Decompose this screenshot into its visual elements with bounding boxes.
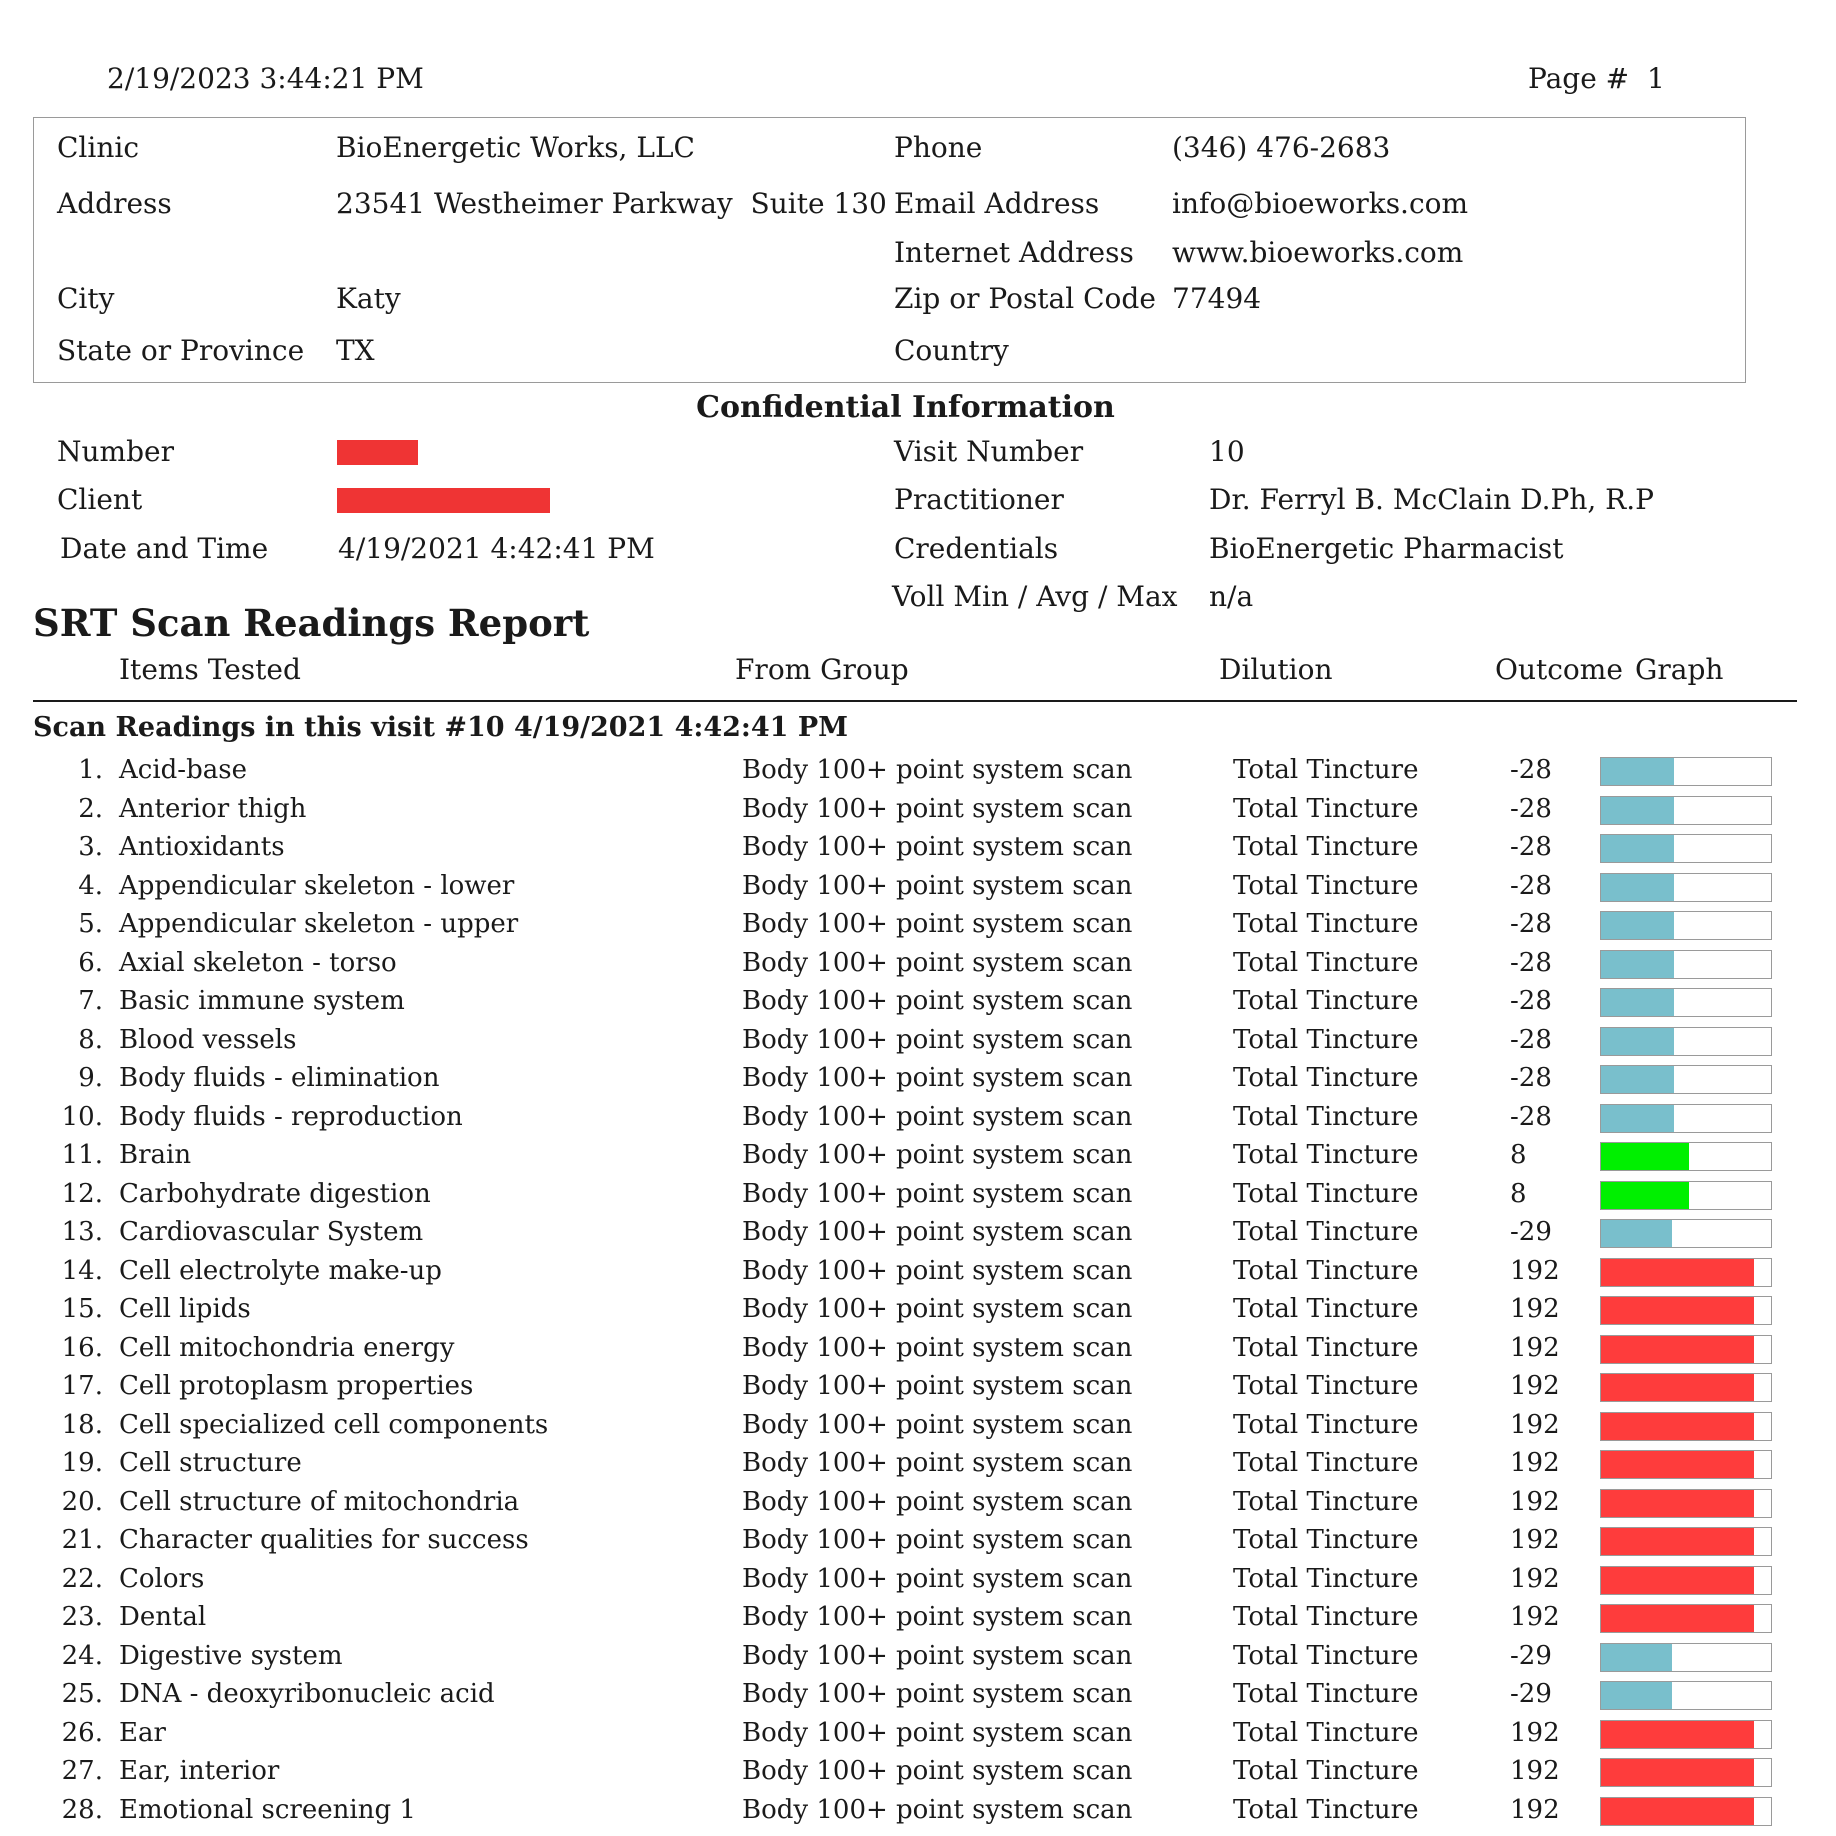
outcome-graph-fill [1601,1798,1754,1825]
row-item-tested: Cell specialized cell components [119,1410,549,1440]
row-number: 26. [61,1718,103,1748]
row-from-group: Body 100+ point system scan [742,1217,1133,1247]
outcome-graph-bar [1600,1566,1772,1595]
row-dilution: Total Tincture [1233,1410,1419,1440]
row-item-tested: Cell structure [119,1448,302,1478]
outcome-graph-bar [1600,1181,1772,1210]
row-dilution: Total Tincture [1233,1256,1419,1286]
row-outcome: -29 [1510,1679,1552,1709]
outcome-graph-bar [1600,1604,1772,1633]
row-from-group: Body 100+ point system scan [742,1063,1133,1093]
outcome-graph-fill [1601,1721,1754,1748]
outcome-graph-fill [1601,1490,1754,1517]
email-value: info@bioeworks.com [1172,187,1469,220]
row-item-tested: Ear [119,1718,166,1748]
outcome-graph-fill [1601,1028,1674,1055]
row-dilution: Total Tincture [1233,1679,1419,1709]
row-dilution: Total Tincture [1233,1371,1419,1401]
row-from-group: Body 100+ point system scan [742,1487,1133,1517]
outcome-graph-bar [1600,757,1772,786]
row-outcome: -28 [1510,909,1552,939]
row-dilution: Total Tincture [1233,1179,1419,1209]
row-dilution: Total Tincture [1233,1564,1419,1594]
row-dilution: Total Tincture [1233,755,1419,785]
row-number: 20. [61,1487,103,1517]
row-dilution: Total Tincture [1233,1063,1419,1093]
row-number: 22. [61,1564,103,1594]
row-number: 18. [61,1410,103,1440]
row-outcome: 192 [1510,1333,1560,1363]
table-row [0,1487,1836,1523]
voll-value: n/a [1209,580,1254,613]
table-row [0,1564,1836,1600]
outcome-graph-bar [1600,873,1772,902]
row-number: 19. [61,1448,103,1478]
row-outcome: 8 [1510,1140,1527,1170]
row-dilution: Total Tincture [1233,832,1419,862]
row-number: 3. [78,832,103,862]
row-from-group: Body 100+ point system scan [742,755,1133,785]
row-from-group: Body 100+ point system scan [742,1140,1133,1170]
row-item-tested: Antioxidants [119,832,285,862]
row-item-tested: Body fluids - elimination [119,1063,440,1093]
row-number: 8. [78,1025,103,1055]
visit-value: 10 [1209,435,1245,468]
outcome-graph-fill [1601,1682,1672,1709]
row-from-group: Body 100+ point system scan [742,1679,1133,1709]
outcome-graph-fill [1601,1413,1754,1440]
phone-label: Phone [894,131,983,164]
outcome-graph-bar [1600,1142,1772,1171]
city-label: City [57,282,115,315]
row-outcome: -28 [1510,1063,1552,1093]
table-row [0,1063,1836,1099]
row-outcome: -28 [1510,871,1552,901]
row-item-tested: Character qualities for success [119,1525,529,1555]
row-item-tested: Cell lipids [119,1294,251,1324]
datetime-label: Date and Time [60,532,269,565]
row-item-tested: Appendicular skeleton - lower [119,871,515,901]
outcome-graph-bar [1600,834,1772,863]
row-number: 6. [78,948,103,978]
row-outcome: -29 [1510,1217,1552,1247]
table-row [0,1371,1836,1407]
row-outcome: -28 [1510,794,1552,824]
column-dilution: Dilution [1219,653,1333,686]
clinic-name: BioEnergetic Works, LLC [336,131,695,164]
row-item-tested: DNA - deoxyribonucleic acid [119,1679,495,1709]
row-outcome: -28 [1510,1102,1552,1132]
row-dilution: Total Tincture [1233,986,1419,1016]
client-label: Client [57,483,143,516]
row-from-group: Body 100+ point system scan [742,1256,1133,1286]
outcome-graph-fill [1601,1374,1754,1401]
row-number: 23. [61,1602,103,1632]
clinic-label: Clinic [57,131,140,164]
row-item-tested: Digestive system [119,1641,343,1671]
row-outcome: -28 [1510,1025,1552,1055]
credentials-label: Credentials [894,532,1059,565]
column-items-tested: Items Tested [119,653,301,686]
outcome-graph-bar [1600,1720,1772,1749]
table-row [0,1102,1836,1138]
row-from-group: Body 100+ point system scan [742,871,1133,901]
table-row [0,1718,1836,1754]
outcome-graph-fill [1601,1759,1754,1786]
row-number: 21. [61,1525,103,1555]
row-outcome: 192 [1510,1718,1560,1748]
row-from-group: Body 100+ point system scan [742,1371,1133,1401]
table-row [0,948,1836,984]
row-outcome: -28 [1510,755,1552,785]
table-row [0,1602,1836,1638]
table-row [0,1256,1836,1292]
outcome-graph-bar [1600,1065,1772,1094]
row-dilution: Total Tincture [1233,1294,1419,1324]
table-row [0,1679,1836,1715]
state-label: State or Province [57,334,305,367]
phone-value: (346) 476-2683 [1172,131,1391,164]
row-dilution: Total Tincture [1233,1025,1419,1055]
outcome-graph-bar [1600,1797,1772,1826]
row-item-tested: Dental [119,1602,207,1632]
row-number: 12. [61,1179,103,1209]
outcome-graph-fill [1601,912,1674,939]
row-outcome: -29 [1510,1641,1552,1671]
row-item-tested: Axial skeleton - torso [119,948,397,978]
address-value: 23541 Westheimer Parkway Suite 130 [336,187,887,220]
zip-label: Zip or Postal Code [894,282,1156,315]
row-item-tested: Brain [119,1140,192,1170]
row-from-group: Body 100+ point system scan [742,1525,1133,1555]
table-row [0,1294,1836,1330]
outcome-graph-bar [1600,1219,1772,1248]
row-dilution: Total Tincture [1233,909,1419,939]
row-number: 5. [78,909,103,939]
outcome-graph-fill [1601,989,1674,1016]
row-from-group: Body 100+ point system scan [742,1025,1133,1055]
table-row [0,755,1836,791]
outcome-graph-fill [1601,1644,1672,1671]
internet-value: www.bioeworks.com [1172,236,1464,269]
row-from-group: Body 100+ point system scan [742,1410,1133,1440]
column-outcome: Outcome [1495,653,1623,686]
row-outcome: 192 [1510,1602,1560,1632]
outcome-graph-fill [1601,758,1674,785]
outcome-graph-bar [1600,1489,1772,1518]
outcome-graph-fill [1601,1143,1689,1170]
table-row [0,1025,1836,1061]
outcome-graph-bar [1600,1335,1772,1364]
row-outcome: 192 [1510,1795,1560,1825]
outcome-graph-fill [1601,874,1674,901]
row-number: 11. [61,1140,103,1170]
outcome-graph-fill [1601,1336,1754,1363]
table-row [0,1641,1836,1677]
row-from-group: Body 100+ point system scan [742,986,1133,1016]
outcome-graph-bar [1600,1296,1772,1325]
outcome-graph-fill [1601,835,1674,862]
row-number: 2. [78,794,103,824]
report-title: SRT Scan Readings Report [33,601,590,645]
outcome-graph-bar [1600,1373,1772,1402]
row-from-group: Body 100+ point system scan [742,1179,1133,1209]
row-dilution: Total Tincture [1233,1487,1419,1517]
credentials-value: BioEnergetic Pharmacist [1209,532,1564,565]
outcome-graph-bar [1600,1681,1772,1710]
row-dilution: Total Tincture [1233,1217,1419,1247]
row-number: 10. [61,1102,103,1132]
row-outcome: -28 [1510,832,1552,862]
table-row [0,1795,1836,1831]
row-item-tested: Cell mitochondria energy [119,1333,455,1363]
row-number: 13. [61,1217,103,1247]
outcome-graph-bar [1600,1758,1772,1787]
table-row [0,986,1836,1022]
row-outcome: 192 [1510,1256,1560,1286]
row-item-tested: Cell protoplasm properties [119,1371,474,1401]
number-label: Number [57,435,174,468]
outcome-graph-fill [1601,1105,1674,1132]
row-item-tested: Basic immune system [119,986,405,1016]
email-label: Email Address [894,187,1100,220]
row-outcome: -28 [1510,948,1552,978]
row-dilution: Total Tincture [1233,1525,1419,1555]
row-from-group: Body 100+ point system scan [742,794,1133,824]
row-from-group: Body 100+ point system scan [742,1602,1133,1632]
row-number: 9. [78,1063,103,1093]
row-number: 15. [61,1294,103,1324]
row-outcome: 192 [1510,1564,1560,1594]
row-dilution: Total Tincture [1233,1333,1419,1363]
outcome-graph-bar [1600,1643,1772,1672]
table-row [0,1140,1836,1176]
row-outcome: 8 [1510,1179,1527,1209]
row-outcome: 192 [1510,1410,1560,1440]
table-row [0,1756,1836,1792]
row-outcome: 192 [1510,1756,1560,1786]
row-dilution: Total Tincture [1233,1102,1419,1132]
table-row [0,794,1836,830]
outcome-graph-fill [1601,1567,1754,1594]
outcome-graph-bar [1600,1412,1772,1441]
row-item-tested: Cell structure of mitochondria [119,1487,520,1517]
voll-label: Voll Min / Avg / Max [892,580,1178,613]
row-item-tested: Acid-base [119,755,247,785]
row-dilution: Total Tincture [1233,1140,1419,1170]
row-number: 7. [78,986,103,1016]
row-from-group: Body 100+ point system scan [742,1448,1133,1478]
outcome-graph-fill [1601,797,1674,824]
row-item-tested: Cell electrolyte make-up [119,1256,442,1286]
row-dilution: Total Tincture [1233,1602,1419,1632]
outcome-graph-fill [1601,1605,1754,1632]
row-item-tested: Body fluids - reproduction [119,1102,463,1132]
table-row [0,1525,1836,1561]
row-item-tested: Carbohydrate digestion [119,1179,431,1209]
row-item-tested: Ear, interior [119,1756,280,1786]
row-from-group: Body 100+ point system scan [742,1102,1133,1132]
outcome-graph-bar [1600,1527,1772,1556]
table-row [0,832,1836,868]
outcome-graph-fill [1601,951,1674,978]
table-row [0,909,1836,945]
outcome-graph-bar [1600,950,1772,979]
state-value: TX [336,334,375,367]
row-dilution: Total Tincture [1233,1448,1419,1478]
outcome-graph-fill [1601,1066,1674,1093]
outcome-graph-fill [1601,1297,1754,1324]
row-outcome: 192 [1510,1487,1560,1517]
datetime-value: 4/19/2021 4:42:41 PM [338,532,655,565]
row-from-group: Body 100+ point system scan [742,832,1133,862]
outcome-graph-bar [1600,988,1772,1017]
row-from-group: Body 100+ point system scan [742,1718,1133,1748]
section-title: Scan Readings in this visit #10 4/19/2021 4:42:41 PM [33,712,849,743]
outcome-graph-bar [1600,1104,1772,1133]
row-from-group: Body 100+ point system scan [742,909,1133,939]
printed-timestamp: 2/19/2023 3:44:21 PM [107,62,424,95]
outcome-graph-bar [1600,796,1772,825]
row-from-group: Body 100+ point system scan [742,1333,1133,1363]
outcome-graph-bar [1600,911,1772,940]
row-from-group: Body 100+ point system scan [742,1294,1133,1324]
country-label: Country [894,334,1009,367]
row-dilution: Total Tincture [1233,794,1419,824]
row-dilution: Total Tincture [1233,948,1419,978]
row-number: 16. [61,1333,103,1363]
row-number: 14. [61,1256,103,1286]
row-item-tested: Cardiovascular System [119,1217,424,1247]
row-number: 17. [61,1371,103,1401]
row-outcome: 192 [1510,1525,1560,1555]
confidential-title: Confidential Information [696,390,1115,425]
row-dilution: Total Tincture [1233,1641,1419,1671]
address-label: Address [57,187,172,220]
row-number: 28. [61,1795,103,1825]
outcome-graph-bar [1600,1258,1772,1287]
outcome-graph-bar [1600,1027,1772,1056]
row-number: 25. [61,1679,103,1709]
row-from-group: Body 100+ point system scan [742,1564,1133,1594]
row-dilution: Total Tincture [1233,1718,1419,1748]
city-value: Katy [336,282,401,315]
row-from-group: Body 100+ point system scan [742,948,1133,978]
outcome-graph-fill [1601,1451,1754,1478]
row-item-tested: Emotional screening 1 [119,1795,416,1825]
page-value: 1 [1646,62,1665,95]
column-graph: Graph [1635,653,1724,686]
outcome-graph-bar [1600,1450,1772,1479]
row-outcome: 192 [1510,1371,1560,1401]
row-item-tested: Appendicular skeleton - upper [119,909,519,939]
visit-label: Visit Number [894,435,1084,468]
outcome-graph-fill [1601,1528,1754,1555]
table-row [0,871,1836,907]
row-number: 1. [78,755,103,785]
row-from-group: Body 100+ point system scan [742,1795,1133,1825]
row-number: 27. [61,1756,103,1786]
row-from-group: Body 100+ point system scan [742,1756,1133,1786]
row-number: 24. [61,1641,103,1671]
zip-value: 77494 [1172,282,1262,315]
table-row [0,1217,1836,1253]
row-outcome: 192 [1510,1294,1560,1324]
row-dilution: Total Tincture [1233,1756,1419,1786]
practitioner-value: Dr. Ferryl B. McClain D.Ph, R.P [1209,483,1655,516]
internet-label: Internet Address [894,236,1134,269]
row-dilution: Total Tincture [1233,871,1419,901]
outcome-graph-fill [1601,1259,1754,1286]
table-row [0,1448,1836,1484]
outcome-graph-fill [1601,1220,1672,1247]
row-outcome: 192 [1510,1448,1560,1478]
row-item-tested: Colors [119,1564,205,1594]
page-label: Page # [1528,62,1630,95]
table-row [0,1179,1836,1215]
row-outcome: -28 [1510,986,1552,1016]
table-row [0,1410,1836,1446]
row-item-tested: Blood vessels [119,1025,297,1055]
column-from-group: From Group [735,653,909,686]
outcome-graph-fill [1601,1182,1689,1209]
table-row [0,1333,1836,1369]
practitioner-label: Practitioner [894,483,1064,516]
row-from-group: Body 100+ point system scan [742,1641,1133,1671]
row-item-tested: Anterior thigh [119,794,307,824]
row-dilution: Total Tincture [1233,1795,1419,1825]
row-number: 4. [78,871,103,901]
